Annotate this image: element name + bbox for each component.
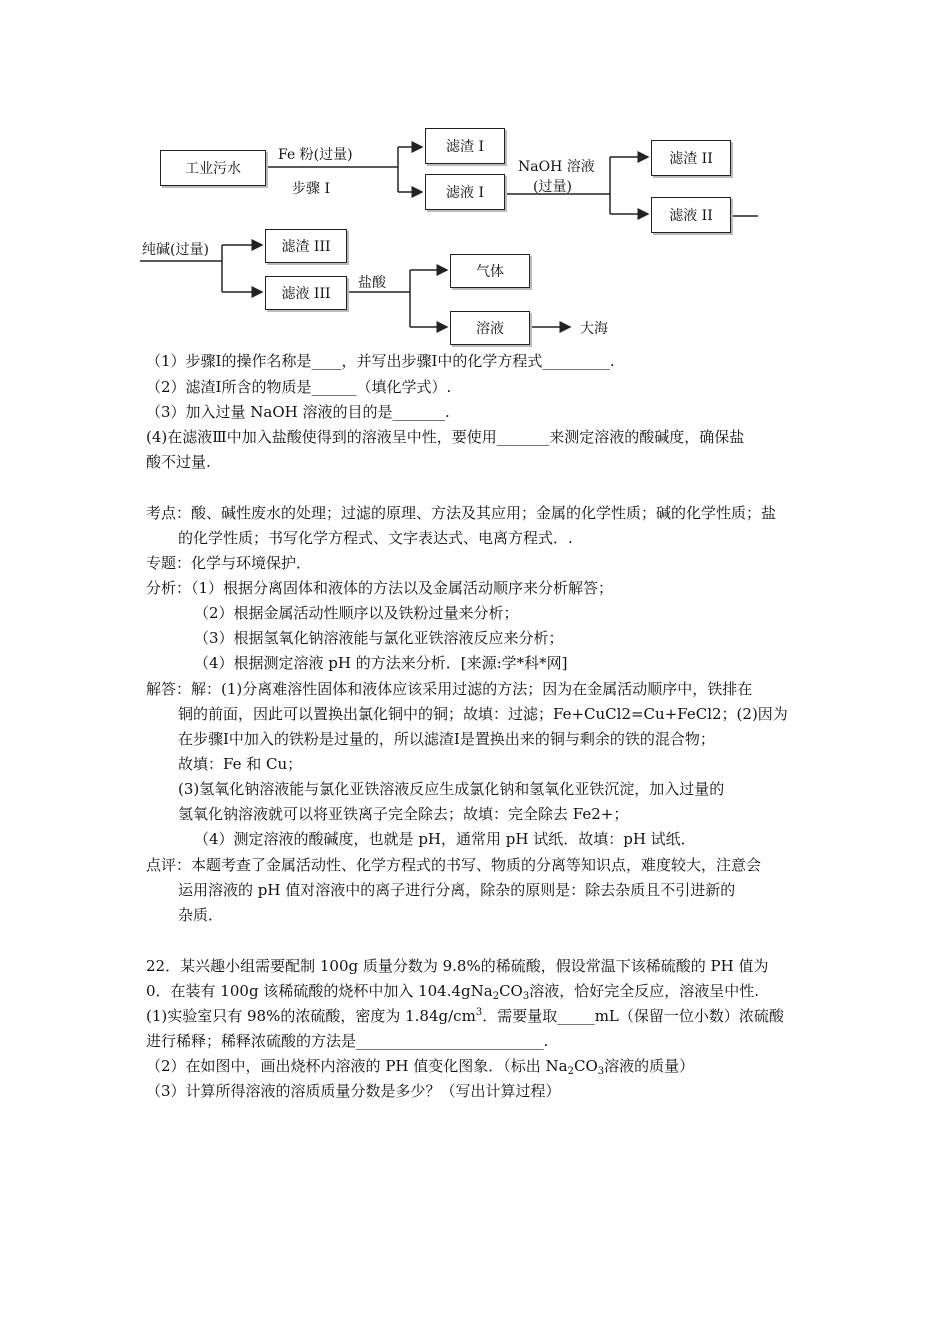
kaodian-line1: 考点：酸、碱性废水的处理；过滤的原理、方法及其应用；金属的化学性质；碱的化学性质；盐 [146,504,777,522]
fenxi-3: （3）根据氢氧化钠溶液能与氯化亚铁溶液反应来分析； [194,629,564,647]
box-filtrate-1 [425,174,505,210]
box-label: 滤液 I [446,185,484,201]
subscript: 3 [522,991,530,1002]
label-naoh-solution: NaOH 溶液 [518,159,595,175]
jieda-6: 氢氧化钠溶液就可以将亚铁离子完全除去；故填：完全除去 Fe2+； [178,805,629,823]
q22-line3 [146,1006,784,1026]
question-4-line2: 酸不过量. [146,453,211,471]
text-segment: 溶液，恰好完全反应，溶液呈中性. [529,982,760,1000]
box-label: 工业污水 [185,161,241,177]
q22-line4: 进行稀释；稀释浓硫酸的方法是_________________________. [146,1032,549,1050]
label-sea: 大海 [580,321,608,337]
box-industrial-wastewater [160,150,266,186]
jieda-5: (3)氢氧化钠溶液能与氯化亚铁溶液反应生成氯化钠和氢氧化亚铁沉淀，加入过量的 [178,780,725,798]
dianping-1: 点评：本题考查了金属活动性、化学方程式的书写、物质的分离等知识点，难度较大，注意会 [146,856,762,874]
superscript: 3 [475,1007,483,1018]
jieda-2: 铜的前面，因此可以置换出氯化铜中的铜；故填：过滤；Fe+CuCl2=Cu+FeCl2；(2)因为 [178,705,788,723]
fenxi-1: 分析：（1）根据分离固体和液体的方法以及金属活动顺序来分析解答； [146,579,614,597]
box-label: 滤渣 III [281,239,331,255]
label-soda-ash: 纯碱(过量) [142,242,209,258]
zhuanti: 专题：化学与环境保护． [146,554,312,572]
text-segment: ．需要量取_____mL（保留一位小数）浓硫酸 [482,1007,784,1025]
kaodian-line2: 的化学性质；书写化学方程式、文字表达式、电离方程式．. [178,529,573,547]
box-label: 滤渣 I [446,139,484,155]
text-segment: 溶液的质量） [604,1057,695,1075]
question-3: （3）加入过量 NaOH 溶液的目的是_______. [146,403,450,421]
jieda-1: 解答：解：(1)分离难溶性固体和液体应该采用过滤的方法；因为在金属活动顺序中，铁排在 [146,680,753,698]
dianping-3: 杂质． [178,906,224,924]
jieda-3: 在步骤Ⅰ中加入的铁粉是过量的，所以滤渣Ⅰ是置换出来的铜与剩余的铁的混合物； [178,730,715,748]
text-segment: CO [573,1057,598,1075]
box-label: 滤液 III [281,286,331,302]
subscript: 2 [492,991,500,1002]
fenxi-2: （2）根据金属活动性顺序以及铁粉过量来分析； [194,604,519,622]
box-label: 滤渣 II [669,151,713,167]
box-label: 气体 [476,264,504,280]
question-1: （1）步骤Ⅰ的操作名称是____，并写出步骤Ⅰ中的化学方程式_________. [146,352,615,370]
text-segment: 0．在装有 100g 该稀硫酸的烧杯中加入 104.4gNa [146,982,493,1000]
label-fe-powder: Fe 粉(过量) [278,147,353,163]
jieda-7: （4）测定溶液的酸碱度，也就是 pH，通常用 pH 试纸．故填：pH 试纸． [194,830,696,848]
q22-line1: 22．某兴趣小组需要配制 100g 质量分数为 9.8%的稀硫酸，假设常温下该稀硫酸的 PH 值为 [146,957,769,975]
q22-line2 [146,981,759,1001]
label-excess: (过量) [533,179,572,195]
box-filtrate-2 [651,197,731,233]
box-label: 滤液 II [669,208,713,224]
box-filter-residue-1 [425,128,505,164]
subscript: 2 [567,1066,574,1077]
label-hydrochloric-acid: 盐酸 [358,275,386,291]
text-segment: （2）在如图中，画出烧杯内溶液的 PH 值变化图象．（标出 Na [146,1057,568,1075]
jieda-4: 故填：Fe 和 Cu； [178,755,303,773]
box-gas [450,254,530,288]
subscript: 3 [597,1066,605,1077]
box-filtrate-3 [265,276,347,310]
dianping-2: 运用溶液的 pH 值对溶液中的离子进行分离，除杂的原则是：除去杂质且不引进新的 [178,881,736,899]
q22-line5 [146,1056,694,1076]
box-filter-residue-2 [651,140,731,176]
question-2: （2）滤渣Ⅰ所含的物质是______（填化学式）. [146,378,452,396]
question-4-line1: (4)在滤液Ⅲ中加入盐酸使得到的溶液呈中性，要使用_______来测定溶液的酸碱度，确保盐 [146,428,745,446]
text-segment: (1)实验室只有 98%的浓硫酸，密度为 1.84g/cm [146,1007,476,1025]
box-solution [450,311,530,345]
fenxi-4: （4）根据测定溶液 pH 的方法来分析．[来源:学*科*网] [194,654,568,672]
q22-line6: （3）计算所得溶液的溶质质量分数是多少？（写出计算过程） [146,1082,561,1100]
process-flow-diagram [140,122,780,347]
box-filter-residue-3 [265,229,347,263]
box-label: 溶液 [476,321,504,337]
label-step-1: 步骤 I [292,181,330,197]
text-segment: CO [499,982,523,1000]
